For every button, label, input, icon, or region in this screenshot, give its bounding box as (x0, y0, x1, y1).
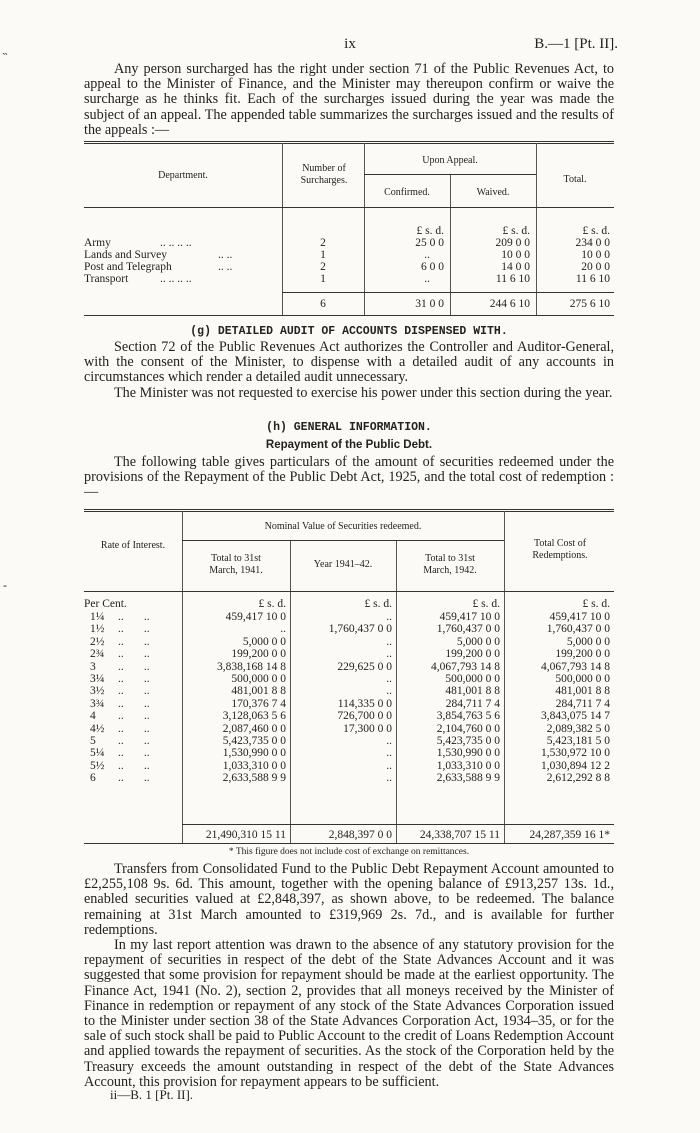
leader-dots: .. .. (118, 673, 150, 685)
amount-cell: 1,033,310 0 0 (222, 759, 286, 772)
amount-cell: 2,633,588 9 9 (222, 772, 286, 785)
amount-cell: 199,200 0 0 (231, 648, 286, 661)
amount-cell: 3,128,063 5 6 (222, 710, 286, 723)
amount-cell: 2,633,588 9 9 (436, 772, 500, 785)
leader-dots: .. .. (118, 611, 150, 623)
amount-cell: 2,089,382 5 0 (546, 722, 610, 735)
amount-cell: .. (386, 611, 392, 623)
rate-cell: 5 (90, 735, 96, 747)
amount-cell: 5,423,181 5 0 (546, 735, 610, 747)
amount-cell: 726,700 0 0 (337, 710, 392, 723)
amount-cell: 17,300 0 0 (343, 722, 392, 735)
amount-cell: 4,067,793 14 8 (541, 660, 610, 673)
leader-dots: .. .. (118, 635, 150, 648)
amount-cell: 284,711 7 4 (445, 697, 500, 710)
amount-cell: 1,530,972 10 0 (541, 747, 610, 760)
amount-cell: 1,033,310 0 0 (436, 759, 500, 772)
rate-cell: 3¼ (90, 673, 105, 685)
amount-cell: 2,612,292 8 8 (546, 772, 610, 785)
table-footnote: * This figure does not include cost of exchange on remittances. (228, 847, 470, 857)
column-header-number: Number of Surcharges. (300, 163, 348, 186)
amount-cell: 5,423,735 0 0 (436, 735, 500, 747)
amount-cell: 3,854,763 5 6 (436, 710, 500, 723)
column-header-rate: Rate of Interest. (100, 540, 166, 551)
leader-dots: .. .. (118, 685, 150, 698)
leader-dots: .. .. (118, 747, 150, 760)
amount-cell: .. (280, 623, 286, 636)
amount-cell: 3,838,168 14 8 (217, 660, 286, 673)
amount-cell: 199,200 0 0 (445, 648, 500, 661)
amount-cell: 5,000 0 0 (242, 635, 286, 648)
amount-cell: 5,000 0 0 (456, 635, 500, 648)
unit-label: £ s. d. (582, 225, 610, 237)
amount-cell: 459,417 10 0 (225, 611, 286, 623)
amount-cell: 1,530,990 0 0 (436, 747, 500, 760)
leader-dots: .. .. (118, 697, 150, 710)
column-header-total-1941: Total to 31st March, 1941. (209, 553, 263, 576)
section-h-subheading: Repayment of the Public Debt. (265, 439, 433, 451)
column-header-year: Year 1941–42. (313, 559, 373, 570)
rate-cell: 5¼ (90, 747, 105, 760)
column-header-total: Total. (563, 174, 587, 185)
amount-cell: .. (386, 635, 392, 648)
leader-dots: .. .. (118, 710, 150, 723)
column-header-total-1942: Total to 31st March, 1942. (423, 553, 477, 576)
amount-cell: .. (386, 648, 392, 661)
section-h-heading: (h) GENERAL INFORMATION. (266, 421, 432, 434)
report-reference: B.—1 [Pt. II]. (534, 36, 618, 52)
section-g-body: Section 72 of the Public Revenues Act authorizes the Controller and Auditor-General, with the consent of the Minister, to dispense with a detailed audit of any accounts in circumstances which render a detailed audit unnecessary. The Minister was not requested to exercise his power under this section during the year. (84, 339, 614, 401)
document-page: ˵ ix B.—1 [Pt. II]. Any person surcharged has the right under section 71 of the Public Revenues Act, to appeal to the Minister of Finance, and the Minister may thereupon confirm or waive the surcharge as he thinks fit. Each of the surcharges issued during the year was made the subject of an appeal. The appended table summarizes the surcharges issued and the results of the appeals :— Department. Number of Surcharges. Upon Appeal. Confirmed. Waived. Total. £ s. d. £ s. d. £ s. d. Army .. .. .. .. 2 25 0 0 209 0 0 234 0 0 Lands and Survey .. .. 1 .. 10 0 0 10 0 0 Post and Telegraph .. .. 2 6 0 0 14 0 0 20 0 0 Transport .. .. .. .. 1 .. 11 6 10 11 6 10 6 31 0 0 244 6 10 275 6 10 (g) DETAILED AUDIT OF ACCOUNTS DISPENSED WITH. Section 72 of the Public Revenues Act authorizes the Controller and Auditor-General, with the consent of the Minister, to dispense with a detailed audit of any accounts in circumstances which render a detailed audit unnecessary. The Minister was not requested to exercise his power under this section during the year. (h) GENERAL INFORMATION. Repayment of the Public Debt. The following table gives particulars of the amount of securities redeemed under the provisions of the Repayment of the Public Debt Act, 1925, and the total cost of redemption :— Rate of Interest. Nominal Value of Securities redeemed. Total to 31st March, 1941. Year 1941–42. Total to 31st March, 1942. Total Cost of Redemptions. Per Cent. £ s. d. £ s. d. £ s. d. £ s. d. 1¼ .. .. 459,417 10 0 .. 459,417 10 0 459,417 10 0 1½ .. .. .. 1,760,437 0 0 1,760,437 0 0 1,760,437 0 0 2½ .. .. 5,000 0 0 .. 5,000 0 0 5,000 0 0 2¾ .. .. 199,200 0 0 .. 199,200 0 0 199,200 0 0 3 .. .. 3,838,168 14 8 229,625 0 0 4,067,793 14 8 4,067,793 14 8 3¼ .. .. 500,000 0 0 .. 500,000 0 0 500,000 0 0 3½ .. .. 481,001 8 8 .. 481,001 8 8 481,001 8 8 3¾ .. .. 170,376 7 4 114,335 0 0 284,711 7 4 284,711 7 4 4 .. .. 3,128,063 5 6 726,700 0 0 3,854,763 5 6 3,843,075 14 7 4½ .. .. 2,087,460 0 0 17,300 0 0 2,104,760 0 0 2,089,382 5 0 5 .. .. 5,423,735 0 0 .. 5,423,735 0 0 5,423,181 5 0 5¼ .. .. 1,530,990 0 0 .. 1,530,990 0 0 1,530,972 10 0 5½ .. .. 1,033,310 0 0 .. 1,033,310 0 0 1,030,894 12 2 6 .. .. 2,633,588 9 9 .. 2,633,588 9 9 2,612,292 8 8 21,490,310 15 11 2,848,397 0 0 24,338,707 15 11 24,287,359 16 1* * This figure does not include cost of exchange on remittances. Transfers from Consolidated Fund to the Public Debt Repayment Account amounted to £2,255,108 9s. 6d. This amount, together with the opening balance of £913,257 13s. 1d., enabled securities valued at £2,848,397, as shown above, to be redeemed. The balance remaining at 31st March amounted to £319,969 2s. 7d., and is available for further redemptions. In my last report attention was drawn to the absence of any statutory provision for the repayment of securities in respect of the debt of the State Advances Account and it was suggested that some provision for repayment should be made at the earliest opportunity. The Finance Act, 1941 (No. 2), section 2, provides that all moneys received by the Minister of Finance in redemption or repayment of any stock of the State Advances Corporation issued to the Minister under section 38 of the State Advances Corporation Act, 1934–35, or for the sale of such stock shall be paid to Public Account to the credit of Loans Redemption Account and applied towards the repayment of securities. As the stock of the Corporation held by the Treasury exceeds the amount outstanding in respect of the debt of the State Advances Account, this provision for repayment appears to be sufficient. ii—B. 1 [Pt. II]. - (0, 0, 700, 1133)
column-header-total-cost: Total Cost of Redemptions. (532, 538, 588, 561)
amount-cell: 1,760,437 0 0 (328, 623, 392, 636)
amount-cell: 199,200 0 0 (555, 648, 610, 661)
rate-cell: 3¾ (90, 697, 105, 710)
unit-label: £ s. d. (364, 598, 392, 610)
section-g-heading: (g) DETAILED AUDIT OF ACCOUNTS DISPENSED WITH. (190, 325, 508, 338)
column-header-confirmed: Confirmed. (384, 187, 430, 198)
amount-cell: .. (386, 673, 392, 685)
amount-cell: 5,423,735 0 0 (222, 735, 286, 747)
amount-cell: .. (386, 685, 392, 698)
amount-cell: 500,000 0 0 (445, 673, 500, 685)
amount-cell: 170,376 7 4 (231, 697, 286, 710)
amount-cell: 284,711 7 4 (555, 697, 610, 710)
column-header-department: Department. (158, 170, 208, 181)
amount-cell: 1,760,437 0 0 (436, 623, 500, 636)
rate-cell: 1¼ (90, 611, 105, 623)
amount-cell: 481,001 8 8 (445, 685, 500, 698)
amount-cell: 2,104,760 0 0 (436, 722, 500, 735)
amount-cell: 5,000 0 0 (566, 635, 610, 648)
amount-cell: 114,335 0 0 (337, 697, 392, 710)
amount-cell: .. (386, 747, 392, 760)
column-header-waived: Waived. (476, 187, 510, 198)
leader-dots: .. .. (118, 660, 150, 673)
amount-cell: 1,760,437 0 0 (546, 623, 610, 636)
leader-dots: .. .. (118, 735, 150, 747)
amount-cell: .. (386, 759, 392, 772)
rate-cell: 4 (90, 710, 96, 723)
margin-mark: - (3, 578, 7, 592)
unit-label: £ s. d. (502, 225, 530, 237)
rate-cell: 3 (90, 660, 96, 673)
leader-dots: .. .. (118, 722, 150, 735)
section-h-intro: The following table gives particulars of the amount of securities redeemed under the provisions of the Repayment of the Public Debt Act, 1925, and the total cost of redemption :— (84, 454, 614, 501)
per-cent-label: Per Cent. (84, 598, 127, 610)
margin-mark: ˵ (3, 45, 7, 59)
amount-cell: 459,417 10 0 (549, 611, 610, 623)
leader-dots: .. .. (118, 772, 150, 785)
amount-cell: 500,000 0 0 (231, 673, 286, 685)
amount-cell: 481,001 8 8 (555, 685, 610, 698)
footer-reference: ii—B. 1 [Pt. II]. (110, 1087, 194, 1102)
rate-cell: 2¾ (90, 648, 105, 661)
amount-cell: 459,417 10 0 (439, 611, 500, 623)
rate-cell: 2½ (90, 635, 105, 648)
closing-text: Transfers from Consolidated Fund to the Public Debt Repayment Account amounted to £2,255,108 9s. 6d. This amount, together with the opening balance of £913,257 13s. 1d., enabled securities valued at £2,848,397, as shown above, to be redeemed. The balance remaining at 31st March amounted to £319,969 2s. 7d., and is available for further redemptions. In my last report attention was drawn to the absence of any statutory provision for the repayment of securities in respect of the debt of the State Advances Account and it was suggested that some provision for repayment should be made at the earliest opportunity. The Finance Act, 1941 (No. 2), section 2, provides that all moneys received by the Minister of Finance in redemption or repayment of any stock of the State Advances Corporation issued to the Minister under section 38 of the State Advances Corporation Act, 1934–35, or for the sale of such stock shall be paid to Public Account to the credit of Loans Redemption Account and applied towards the repayment of securities. As the stock of the Corporation held by the Treasury exceeds the amount outstanding in respect of the debt of the State Advances Account, this provision for repayment appears to be sufficient. (84, 861, 614, 1090)
amount-cell: .. (386, 772, 392, 785)
page-number: ix (344, 36, 356, 52)
amount-cell: 500,000 0 0 (555, 673, 610, 685)
intro-paragraph: Any person surcharged has the right under section 71 of the Public Revenues Act, to appeal to the Minister of Finance, and the Minister may thereupon confirm or waive the surcharge as he thinks fit. Each of the surcharges issued during the year was made the subject of an appeal. The appended table summarizes the surcharges issued and the results of the appeals :— (84, 61, 614, 138)
leader-dots: .. .. (118, 759, 150, 772)
amount-cell: 1,530,990 0 0 (222, 747, 286, 760)
unit-label: £ s. d. (258, 598, 286, 610)
rate-cell: 1½ (90, 623, 105, 636)
rate-cell: 5½ (90, 759, 105, 772)
rate-cell: 6 (90, 772, 96, 785)
column-header-nominal: Nominal Value of Securities redeemed. (264, 521, 422, 532)
amount-cell: 1,030,894 12 2 (541, 759, 610, 772)
amount-cell: 2,087,460 0 0 (222, 722, 286, 735)
amount-cell: 4,067,793 14 8 (431, 660, 500, 673)
amount-cell: 229,625 0 0 (337, 660, 392, 673)
leader-dots: .. .. (118, 623, 150, 636)
unit-label: £ s. d. (416, 225, 444, 237)
unit-label: £ s. d. (582, 598, 610, 610)
rate-cell: 3½ (90, 685, 105, 698)
column-header-upon-appeal: Upon Appeal. (422, 155, 478, 166)
amount-cell: 481,001 8 8 (231, 685, 286, 698)
rate-cell: 4½ (90, 722, 105, 735)
unit-label: £ s. d. (472, 598, 500, 610)
amount-cell: .. (386, 735, 392, 747)
leader-dots: .. .. (118, 648, 150, 661)
amount-cell: 3,843,075 14 7 (541, 710, 610, 723)
